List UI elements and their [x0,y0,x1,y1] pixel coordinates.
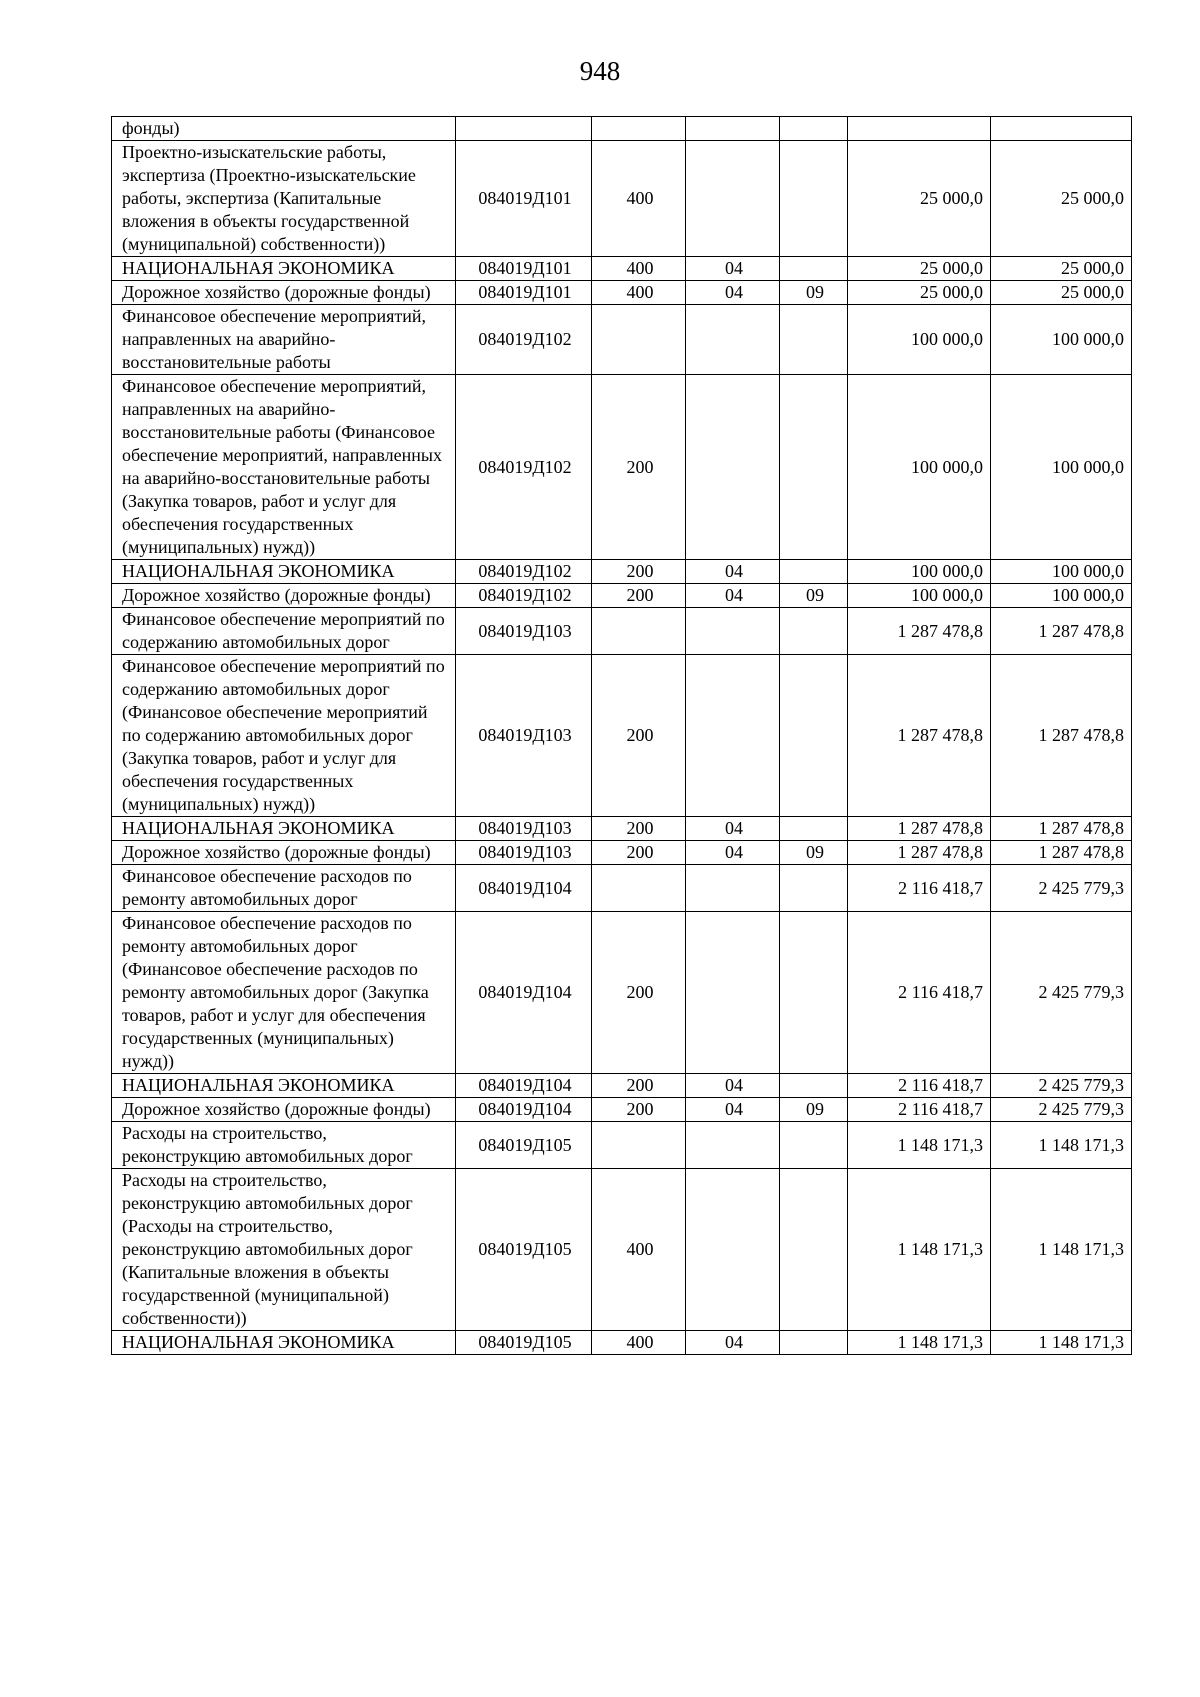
amount-year1-cell: 25 000,0 [848,257,991,281]
section-cell [686,1169,780,1331]
section-cell: 04 [686,841,780,865]
section-cell: 04 [686,1098,780,1122]
subsection-cell: 09 [780,1098,848,1122]
amount-year2-cell: 1 287 478,8 [991,608,1132,655]
section-cell [686,117,780,141]
table-row [112,141,1132,257]
section-cell [686,305,780,375]
section-cell [686,375,780,560]
target-article-code-cell: 084019Д101 [456,257,592,281]
row-name-cell: Расходы на строительство, реконструкцию автомобильных дорог [112,1122,456,1169]
amount-year1-cell: 25 000,0 [848,281,991,305]
table-row [112,1098,1132,1122]
amount-year1-cell: 2 116 418,7 [848,1098,991,1122]
target-article-code-cell: 084019Д101 [456,141,592,257]
expense-type-cell: 200 [592,841,686,865]
amount-year2-cell: 2 425 779,3 [991,865,1132,912]
expense-type-cell [592,117,686,141]
amount-year1-cell: 1 287 478,8 [848,655,991,817]
expense-type-cell: 200 [592,655,686,817]
amount-year1-cell: 25 000,0 [848,141,991,257]
row-name-cell: Финансовое обеспечение мероприятий, направленных на аварийно-восстановительные работы (Финансовое обеспечение мероприятий, направленных на аварийно-восстановительные работы (Закупка товаров, работ и услуг для обеспечения государственных (муниципальных) нужд)) [112,375,456,560]
amount-year2-cell: 100 000,0 [991,560,1132,584]
row-name-cell: Проектно-изыскательские работы, экспертиза (Проектно-изыскательские работы, экспертиза (Капитальные вложения в объекты государственной (муниципальной) собственности)) [112,141,456,257]
row-name-cell: НАЦИОНАЛЬНАЯ ЭКОНОМИКА [112,817,456,841]
target-article-code-cell: 084019Д104 [456,1074,592,1098]
subsection-cell [780,817,848,841]
amount-year1-cell: 2 116 418,7 [848,1074,991,1098]
amount-year1-cell [848,117,991,141]
target-article-code-cell [456,117,592,141]
subsection-cell [780,305,848,375]
table-row [112,560,1132,584]
amount-year2-cell: 25 000,0 [991,257,1132,281]
table-row [112,912,1132,1074]
row-name-cell: Финансовое обеспечение мероприятий, направленных на аварийно-восстановительные работы [112,305,456,375]
table-row [112,1169,1132,1331]
row-name-cell: Дорожное хозяйство (дорожные фонды) [112,1098,456,1122]
subsection-cell [780,1074,848,1098]
section-cell: 04 [686,281,780,305]
table-row [112,865,1132,912]
subsection-cell [780,1331,848,1355]
amount-year2-cell: 1 148 171,3 [991,1122,1132,1169]
section-cell: 04 [686,1074,780,1098]
amount-year2-cell: 25 000,0 [991,141,1132,257]
subsection-cell [780,608,848,655]
section-cell [686,608,780,655]
amount-year2-cell: 1 148 171,3 [991,1331,1132,1355]
expense-type-cell [592,1122,686,1169]
table-row [112,655,1132,817]
table-row [112,117,1132,141]
amount-year2-cell: 2 425 779,3 [991,1074,1132,1098]
subsection-cell [780,375,848,560]
budget-table [111,116,1132,1355]
expense-type-cell: 400 [592,1169,686,1331]
section-cell [686,141,780,257]
target-article-code-cell: 084019Д103 [456,608,592,655]
table-row [112,281,1132,305]
page-number: 948 [579,56,621,86]
target-article-code-cell: 084019Д103 [456,817,592,841]
section-cell: 04 [686,817,780,841]
target-article-code-cell: 084019Д105 [456,1331,592,1355]
row-name-cell: НАЦИОНАЛЬНАЯ ЭКОНОМИКА [112,257,456,281]
section-cell: 04 [686,560,780,584]
row-name-cell: Финансовое обеспечение мероприятий по содержанию автомобильных дорог (Финансовое обеспечение мероприятий по содержанию автомобильных дорог (Закупка товаров, работ и услуг для обеспечения государственных (муниципальных) нужд)) [112,655,456,817]
amount-year1-cell: 100 000,0 [848,305,991,375]
target-article-code-cell: 084019Д102 [456,560,592,584]
subsection-cell: 09 [780,281,848,305]
row-name-cell: Дорожное хозяйство (дорожные фонды) [112,841,456,865]
expense-type-cell: 400 [592,281,686,305]
section-cell [686,865,780,912]
table-row [112,608,1132,655]
expense-type-cell: 200 [592,1074,686,1098]
expense-type-cell: 200 [592,584,686,608]
target-article-code-cell: 084019Д102 [456,584,592,608]
section-cell: 04 [686,257,780,281]
row-name-cell: Дорожное хозяйство (дорожные фонды) [112,584,456,608]
expense-type-cell [592,865,686,912]
subsection-cell [780,117,848,141]
section-cell [686,655,780,817]
subsection-cell [780,141,848,257]
expense-type-cell: 200 [592,912,686,1074]
expense-type-cell: 400 [592,1331,686,1355]
table-row [112,305,1132,375]
target-article-code-cell: 084019Д104 [456,1098,592,1122]
amount-year2-cell: 1 287 478,8 [991,841,1132,865]
table-row [112,1122,1132,1169]
row-name-cell: Финансовое обеспечение расходов по ремонту автомобильных дорог (Финансовое обеспечение расходов по ремонту автомобильных дорог (Закупка товаров, работ и услуг для обеспечения государственных (муниципальных) нужд)) [112,912,456,1074]
expense-type-cell: 200 [592,375,686,560]
amount-year1-cell: 2 116 418,7 [848,912,991,1074]
row-name-cell: НАЦИОНАЛЬНАЯ ЭКОНОМИКА [112,1331,456,1355]
amount-year2-cell: 1 287 478,8 [991,817,1132,841]
amount-year2-cell: 2 425 779,3 [991,1098,1132,1122]
amount-year1-cell: 100 000,0 [848,375,991,560]
amount-year1-cell: 2 116 418,7 [848,865,991,912]
target-article-code-cell: 084019Д105 [456,1169,592,1331]
table-row [112,257,1132,281]
amount-year2-cell: 1 287 478,8 [991,655,1132,817]
expense-type-cell: 400 [592,141,686,257]
table-row [112,1331,1132,1355]
subsection-cell [780,1122,848,1169]
target-article-code-cell: 084019Д104 [456,865,592,912]
subsection-cell [780,655,848,817]
section-cell [686,912,780,1074]
table-row [112,1074,1132,1098]
target-article-code-cell: 084019Д103 [456,655,592,817]
expense-type-cell: 200 [592,817,686,841]
subsection-cell [780,560,848,584]
subsection-cell: 09 [780,584,848,608]
target-article-code-cell: 084019Д103 [456,841,592,865]
amount-year1-cell: 100 000,0 [848,560,991,584]
row-name-cell: Финансовое обеспечение мероприятий по содержанию автомобильных дорог [112,608,456,655]
amount-year1-cell: 1 148 171,3 [848,1331,991,1355]
amount-year2-cell: 1 148 171,3 [991,1169,1132,1331]
section-cell: 04 [686,1331,780,1355]
target-article-code-cell: 084019Д105 [456,1122,592,1169]
table-row [112,841,1132,865]
target-article-code-cell: 084019Д104 [456,912,592,1074]
amount-year1-cell: 1 287 478,8 [848,841,991,865]
target-article-code-cell: 084019Д102 [456,375,592,560]
amount-year2-cell: 100 000,0 [991,584,1132,608]
amount-year2-cell [991,117,1132,141]
target-article-code-cell: 084019Д101 [456,281,592,305]
amount-year2-cell: 2 425 779,3 [991,912,1132,1074]
subsection-cell [780,257,848,281]
budget-table-body [112,117,1132,1355]
table-row [112,375,1132,560]
amount-year1-cell: 1 148 171,3 [848,1122,991,1169]
subsection-cell [780,1169,848,1331]
amount-year2-cell: 100 000,0 [991,305,1132,375]
amount-year1-cell: 1 287 478,8 [848,817,991,841]
table-row [112,817,1132,841]
target-article-code-cell: 084019Д102 [456,305,592,375]
amount-year2-cell: 25 000,0 [991,281,1132,305]
subsection-cell [780,912,848,1074]
row-name-cell: Расходы на строительство, реконструкцию автомобильных дорог (Расходы на строительство, реконструкцию автомобильных дорог (Капитальные вложения в объекты государственной (муниципальной) собственности)) [112,1169,456,1331]
row-name-cell: Дорожное хозяйство (дорожные фонды) [112,281,456,305]
amount-year1-cell: 100 000,0 [848,584,991,608]
subsection-cell [780,865,848,912]
expense-type-cell: 200 [592,1098,686,1122]
row-name-cell: Финансовое обеспечение расходов по ремонту автомобильных дорог [112,865,456,912]
amount-year1-cell: 1 148 171,3 [848,1169,991,1331]
expense-type-cell [592,305,686,375]
row-name-cell: НАЦИОНАЛЬНАЯ ЭКОНОМИКА [112,1074,456,1098]
subsection-cell: 09 [780,841,848,865]
row-name-cell: фонды) [112,117,456,141]
section-cell: 04 [686,584,780,608]
row-name-cell: НАЦИОНАЛЬНАЯ ЭКОНОМИКА [112,560,456,584]
expense-type-cell: 400 [592,257,686,281]
expense-type-cell [592,608,686,655]
table-row [112,584,1132,608]
amount-year2-cell: 100 000,0 [991,375,1132,560]
expense-type-cell: 200 [592,560,686,584]
amount-year1-cell: 1 287 478,8 [848,608,991,655]
section-cell [686,1122,780,1169]
